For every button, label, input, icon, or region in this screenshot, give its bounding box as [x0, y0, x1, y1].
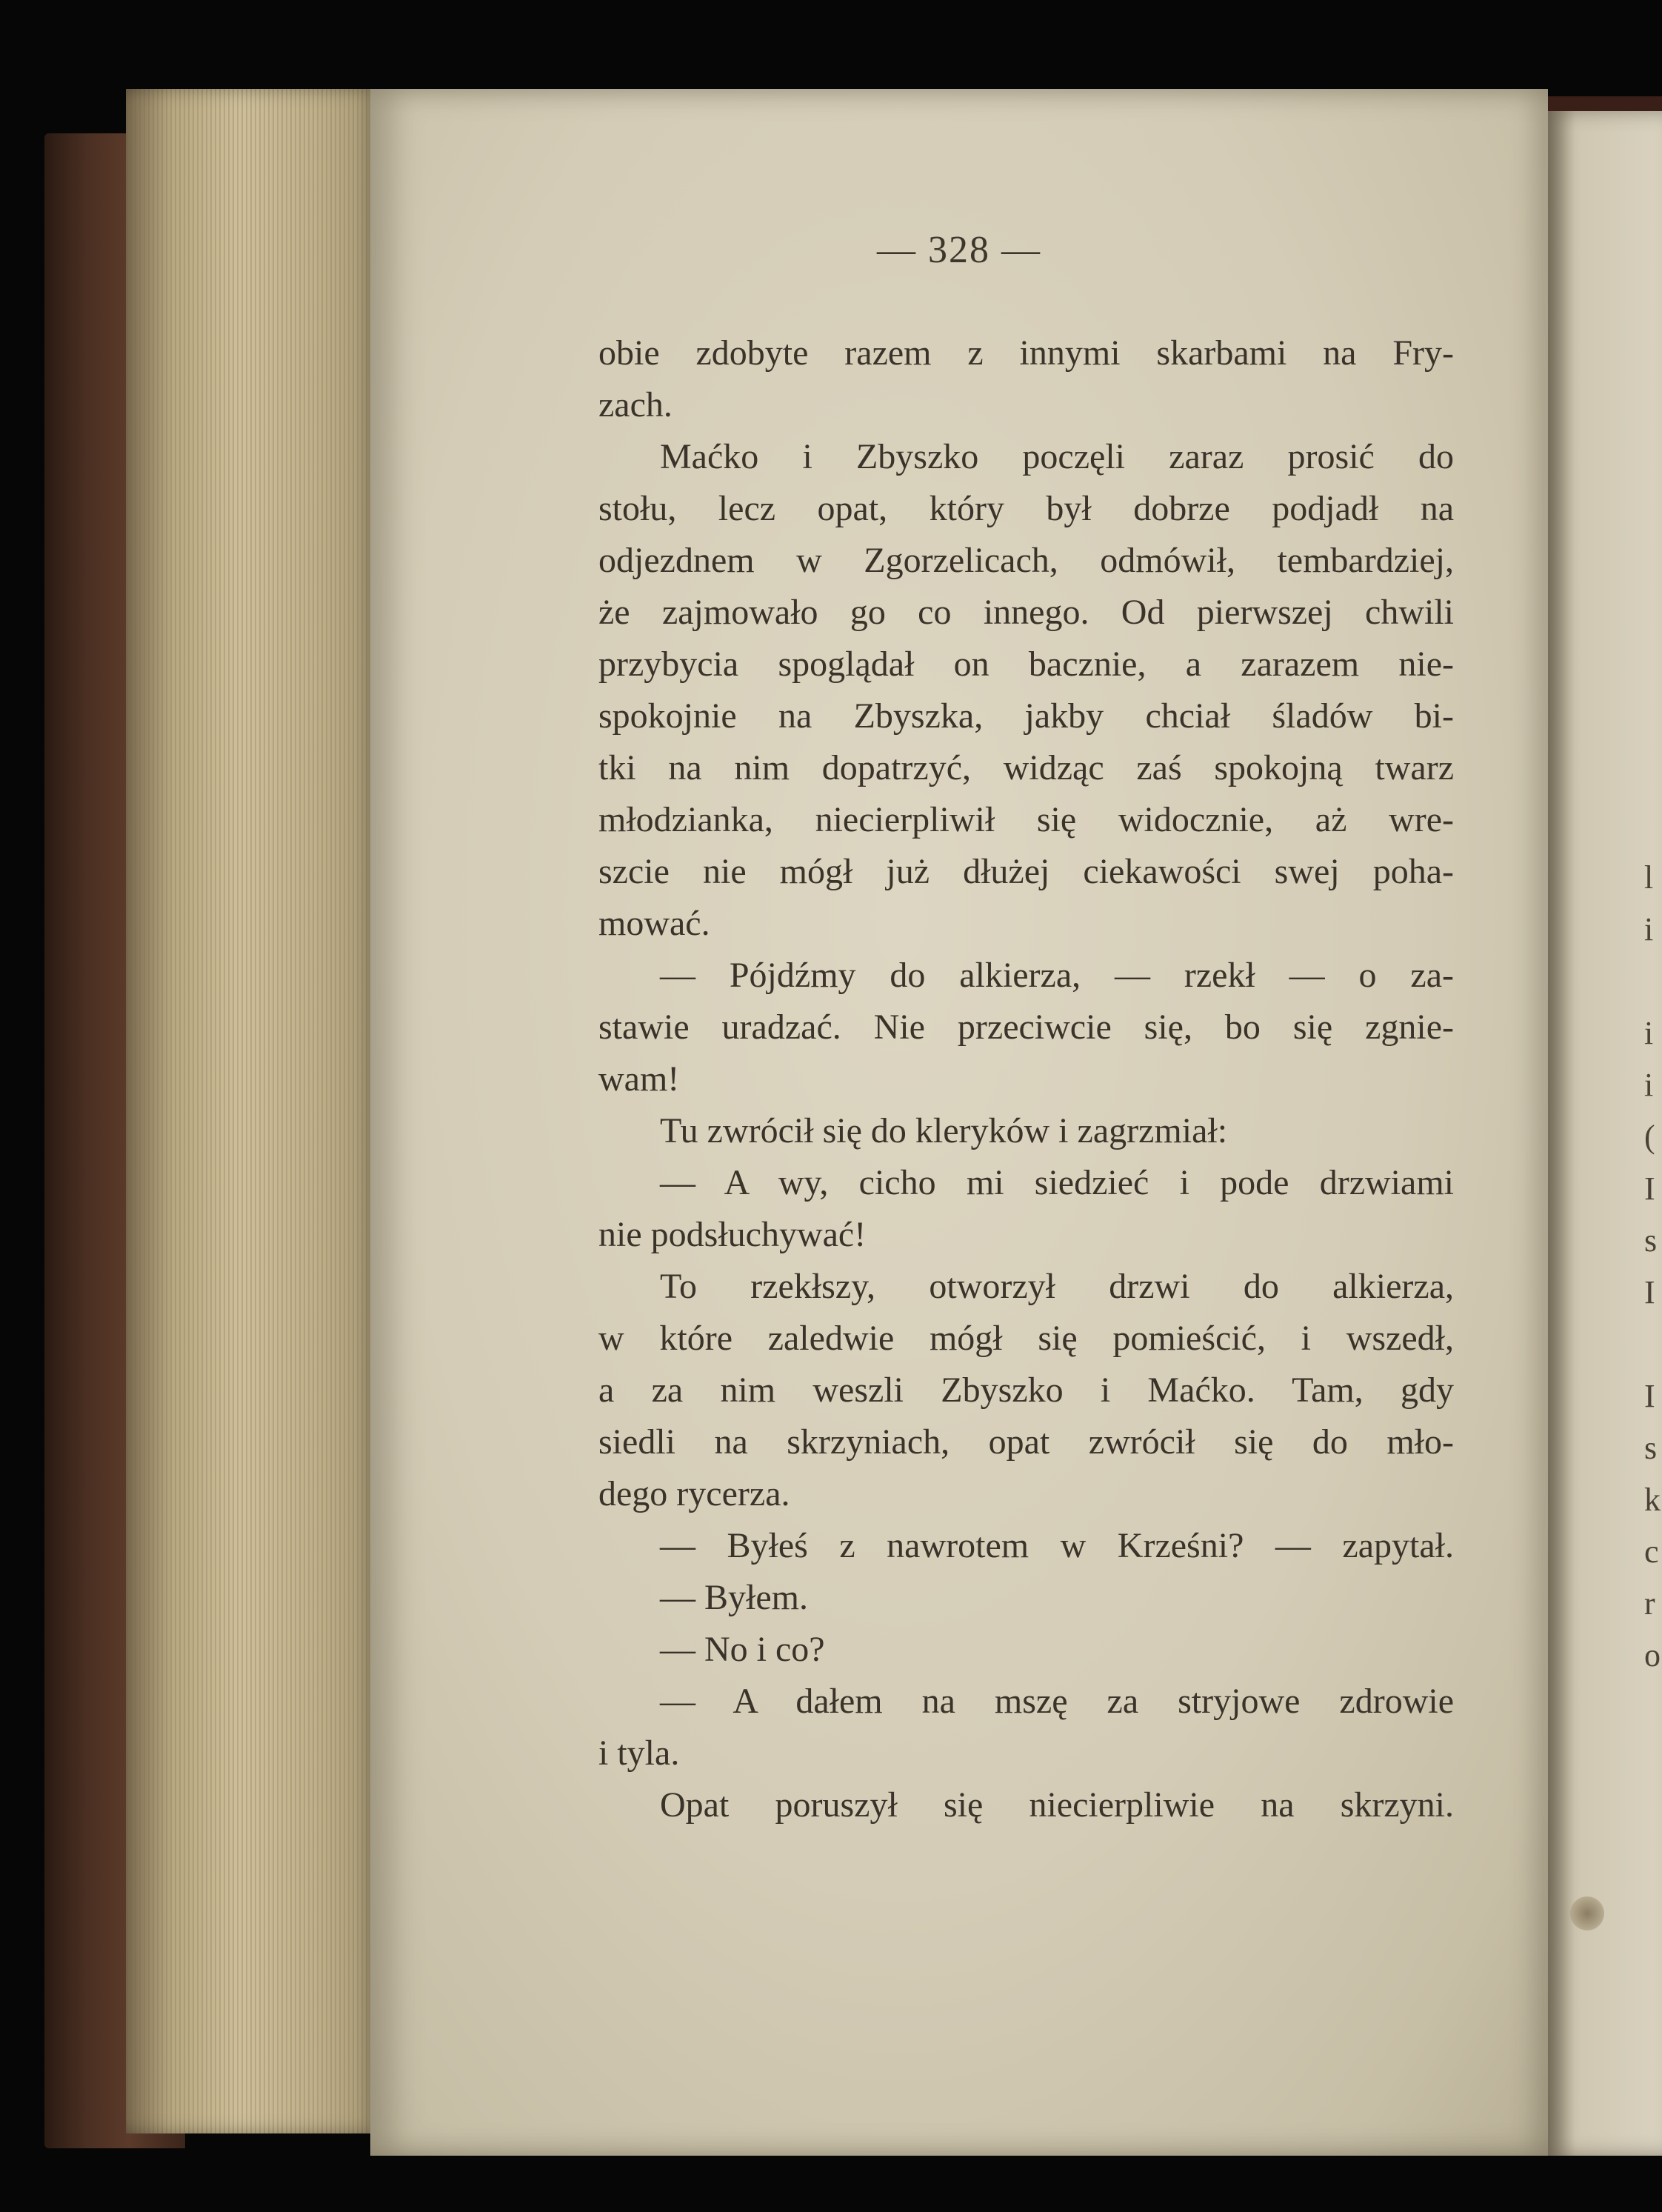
text-line: wam!	[598, 1059, 680, 1099]
text-line: — Byłem.	[660, 1578, 808, 1617]
facing-page-letter: i	[1644, 911, 1654, 947]
text-line: odjezdnem w Zgorzelicach, odmówił, tembardziej,	[598, 541, 1454, 580]
text-line: stołu, lecz opat, który był dobrze podjadł na	[598, 489, 1454, 528]
facing-page-letter	[1644, 956, 1662, 1007]
text-line: — A wy, cicho mi siedzieć i pode drzwiami	[660, 1163, 1454, 1202]
text-line: tki na nim dopatrzyć, widząc zaś spokojną twarz	[598, 748, 1454, 787]
text-line: spokojnie na Zbyszka, jakby chciał śladów bi-	[598, 696, 1454, 736]
text-line: szcie nie mógł już dłużej ciekawości swej poha-	[598, 852, 1454, 891]
facing-page-letter: c	[1644, 1533, 1659, 1570]
facing-page-letter: I	[1644, 1274, 1655, 1310]
facing-page-letter: s	[1644, 1222, 1658, 1259]
text-line: — Pójdźmy do alkierza, — rzekł — o za-	[660, 956, 1454, 995]
text-line: obie zdobyte razem z innymi skarbami na Fry-	[598, 333, 1454, 373]
text-line: Tu zwrócił się do kleryków i zagrzmiał:	[660, 1111, 1228, 1150]
page-number: — 328 —	[877, 229, 1041, 271]
facing-page-letter: (	[1644, 1119, 1655, 1155]
text-line: a za nim weszli Zbyszko i Maćko. Tam, gdy	[598, 1370, 1454, 1410]
text-line: młodzianka, niecierpliwił się widocznie, aż wre-	[598, 800, 1454, 839]
facing-page-letter: i	[1644, 1067, 1654, 1103]
text-line: dego rycerza.	[598, 1474, 790, 1513]
paper-stain	[1570, 1896, 1604, 1930]
text-line: — A dałem na mszę za stryjowe zdrowie	[660, 1682, 1454, 1721]
facing-page-letter: I	[1644, 1170, 1655, 1207]
text-line: nie podsłuchywać!	[598, 1215, 867, 1254]
facing-page-letter: k	[1644, 1482, 1661, 1518]
text-line: zach.	[598, 385, 673, 424]
text-line: siedli na skrzyniach, opat zwrócił się do mło-	[598, 1422, 1454, 1462]
text-line: w które zaledwie mógł się pomieścić, i wszedł,	[598, 1319, 1454, 1358]
text-line: i tyla.	[598, 1733, 680, 1773]
text-line: przybycia spoglądał on bacznie, a zarazem nie-	[598, 644, 1454, 684]
text-line: stawie uradzać. Nie przeciwcie się, bo się zgnie-	[598, 1007, 1454, 1047]
facing-page-letter: I	[1644, 1378, 1655, 1414]
facing-page-letter	[1644, 1319, 1662, 1370]
facing-page-letter: i	[1644, 1015, 1654, 1051]
page-body-text	[598, 327, 1454, 1831]
facing-page-letter: r	[1644, 1585, 1655, 1622]
facing-page-letter: o	[1644, 1637, 1661, 1673]
facing-page-letter: s	[1644, 1430, 1658, 1466]
text-line: Opat poruszył się niecierpliwie na skrzyni.	[660, 1785, 1454, 1825]
text-line: — Byłeś z nawrotem w Krześni? — zapytał.	[660, 1526, 1454, 1565]
text-line: To rzekłszy, otworzył drzwi do alkierza,	[660, 1267, 1454, 1306]
text-line: że zajmowało go co innego. Od pierwszej chwili	[598, 593, 1454, 632]
facing-page-letters	[1644, 852, 1662, 1682]
text-line: Maćko i Zbyszko poczęli zaraz prosić do	[660, 437, 1454, 476]
page-edges-stack	[126, 89, 378, 2133]
text-line: mować.	[598, 904, 710, 943]
facing-page-letter: l	[1644, 859, 1654, 896]
text-line: — No i co?	[660, 1630, 825, 1669]
